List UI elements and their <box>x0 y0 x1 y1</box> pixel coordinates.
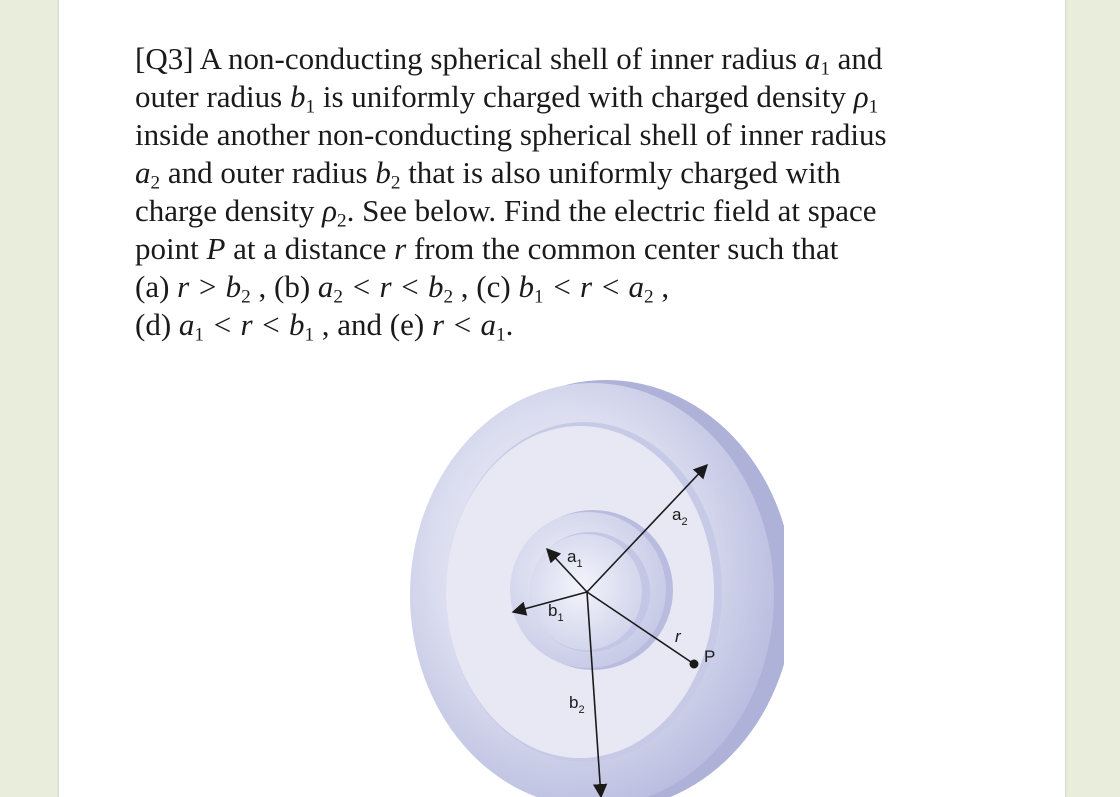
math-a2 <box>135 155 161 194</box>
math-op: < <box>551 269 573 304</box>
label-a1-var: a <box>567 547 577 566</box>
text-run: that is also uniformly charged with <box>408 155 841 190</box>
label-a1-sub: 1 <box>576 558 583 570</box>
punctuation: , <box>661 269 670 304</box>
text-run: inside another non-conducting spherical shell of inner radius <box>135 117 887 152</box>
text-run: outer radius <box>135 79 283 114</box>
math-sub: 2 <box>241 286 251 308</box>
part-a-label: (a) <box>135 269 170 304</box>
text-run: charge density <box>135 193 315 228</box>
part-d-label: (d) <box>135 307 172 342</box>
math-a1 <box>804 41 830 80</box>
math-sub: 2 <box>336 210 347 232</box>
part-e-label: , and (e) <box>321 307 425 342</box>
text-run: point <box>135 231 199 266</box>
math-sub: 2 <box>443 286 454 308</box>
math-op: < <box>350 269 372 304</box>
label-b1-var: b <box>548 601 558 620</box>
math-var: a <box>178 307 195 342</box>
point-P-marker <box>690 660 699 669</box>
math-var: a <box>317 269 334 304</box>
math-op: < <box>211 307 233 342</box>
question-line-7 <box>135 268 1015 306</box>
math-var: a <box>480 307 496 342</box>
math-sub: 2 <box>390 172 401 194</box>
question-line-5 <box>135 192 1015 230</box>
label-b1-sub: 1 <box>557 612 564 624</box>
math-var: r <box>240 307 253 342</box>
part-b-label: , (b) <box>258 269 311 304</box>
math-var: a <box>804 41 821 76</box>
math-cond-c <box>518 269 654 308</box>
label-b2-sub: 2 <box>578 704 585 716</box>
text-run: at a distance <box>233 231 387 266</box>
math-sub: 1 <box>495 324 506 346</box>
text-run: A non-conducting spherical shell of inner radius <box>199 41 798 76</box>
question-line-6 <box>135 230 1015 268</box>
math-op: < <box>599 269 621 304</box>
math-cond-a <box>177 269 251 308</box>
math-cond-e <box>431 307 506 346</box>
question-line-8 <box>135 306 1015 344</box>
math-var: r <box>579 269 593 304</box>
math-sub: 1 <box>305 96 316 118</box>
question-number: [Q3] <box>135 41 194 76</box>
question-line-1 <box>135 40 1015 78</box>
math-var: b <box>288 307 305 342</box>
math-sub: 1 <box>194 324 205 346</box>
part-c-label: , (c) <box>460 269 511 304</box>
math-var: b <box>427 269 444 304</box>
math-cond-b <box>317 269 454 308</box>
label-a2-var: a <box>672 505 682 524</box>
question-line-4 <box>135 154 1015 192</box>
punctuation: . <box>505 307 514 342</box>
math-var: r <box>431 307 445 342</box>
shell-diagram <box>344 380 784 797</box>
text-run: . See below. Find the electric field at space <box>346 193 877 228</box>
text-run: and <box>837 41 883 76</box>
label-a2-sub: 2 <box>681 516 688 528</box>
math-op: < <box>451 307 473 342</box>
math-var: b <box>518 269 534 304</box>
math-op: < <box>399 269 421 304</box>
math-rho2 <box>322 193 347 232</box>
math-b2 <box>375 155 401 194</box>
math-sub: 2 <box>333 286 344 308</box>
shell-diagram-svg <box>344 380 784 797</box>
question-line-2 <box>135 78 1015 116</box>
text-run: and outer radius <box>167 155 368 190</box>
math-expr: r > b <box>177 269 242 304</box>
math-sub: 2 <box>150 172 161 194</box>
math-var: a <box>628 269 644 304</box>
math-var: b <box>375 155 391 190</box>
question-line-3 <box>135 116 1015 154</box>
document-page <box>58 0 1066 797</box>
math-sub: 1 <box>304 324 315 346</box>
math-r: r <box>394 231 407 266</box>
label-P: P <box>704 647 716 666</box>
math-rho1 <box>853 79 879 118</box>
math-var: r <box>379 269 392 304</box>
math-P: P <box>206 231 226 266</box>
label-r: r <box>675 627 681 646</box>
math-sub: 1 <box>820 58 830 80</box>
math-var: ρ <box>322 193 337 228</box>
math-b1 <box>289 79 316 118</box>
math-sub: 2 <box>643 286 654 308</box>
question-text <box>135 40 1015 344</box>
text-run: is uniformly charged with charged density <box>322 79 846 114</box>
math-var: ρ <box>853 79 869 114</box>
math-cond-d <box>178 307 315 346</box>
math-var: a <box>135 155 151 190</box>
math-op: < <box>260 307 282 342</box>
math-var: b <box>289 79 306 114</box>
label-b2-var: b <box>569 693 579 712</box>
math-sub: 1 <box>533 286 544 308</box>
math-sub: 1 <box>868 96 879 118</box>
text-run: from the common center such that <box>413 231 839 266</box>
